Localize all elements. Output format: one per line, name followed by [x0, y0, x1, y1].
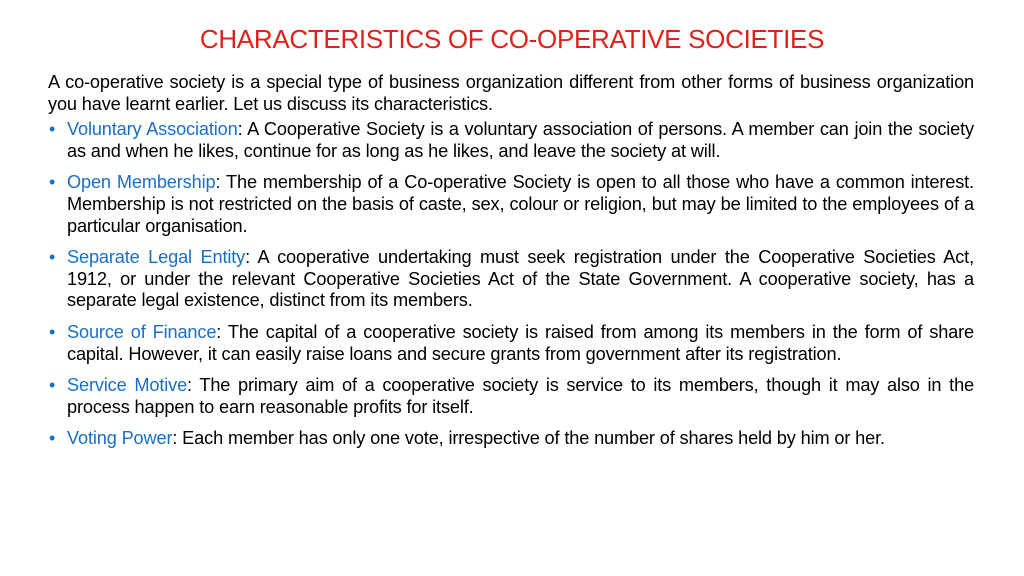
term-description: : The capital of a cooperative society is raised from among its members in the form of share capital. However, it can easily raise loans and secure grants from government after its registration. [67, 321, 974, 364]
characteristics-list [48, 119, 974, 450]
list-item-voluntary-association [48, 119, 974, 162]
term-description: : Each member has only one vote, irrespective of the number of shares held by him or her. [172, 428, 885, 449]
bullet-icon: • [49, 321, 56, 342]
list-item-separate-legal-entity [48, 247, 974, 312]
bullet-icon: • [49, 428, 56, 449]
slide-title: CHARACTERISTICS OF CO-OPERATIVE SOCIETIES [199, 24, 825, 54]
list-item-open-membership [48, 172, 974, 237]
term-description: : The membership of a Co-operative Society is open to all those who have a common interest. Membership is not restricted on the basis of caste, sex, colour or religion, but may be limited to the employees of a particular organisation. [67, 172, 974, 236]
list-item-voting-power [48, 428, 974, 450]
bullet-icon: • [49, 119, 56, 140]
bullet-icon: • [49, 172, 56, 193]
term-description: : A cooperative undertaking must seek registration under the Cooperative Societies Act, 1912, or under the relevant Cooperative Societies Act of the State Government. A cooperative society, has a separate legal existence, distinct from its members. [67, 247, 974, 311]
slide-body [48, 72, 974, 460]
term-label: Voluntary Association [67, 119, 238, 140]
term-description: : The primary aim of a cooperative society is service to its members, though it may also in the process happen to earn reasonable profits for itself. [67, 375, 974, 417]
list-item-service-motive [48, 375, 974, 418]
term-label: Separate Legal Entity [67, 247, 246, 268]
term-label: Voting Power [67, 428, 173, 449]
term-label: Open Membership [67, 172, 216, 193]
term-label: Source of Finance [67, 321, 217, 342]
bullet-icon: • [49, 247, 56, 268]
term-label: Service Motive [67, 375, 188, 396]
list-item-source-of-finance [48, 322, 974, 365]
bullet-icon: • [49, 375, 56, 396]
term-description: : A Cooperative Society is a voluntary association of persons. A member can join the society as and when he likes, continue for as long as he likes, and leave the society at will. [67, 119, 974, 161]
intro-paragraph: A co-operative society is a special type of business organization different from other forms of business organization you have learnt earlier. Let us discuss its characteristics. [48, 72, 974, 114]
